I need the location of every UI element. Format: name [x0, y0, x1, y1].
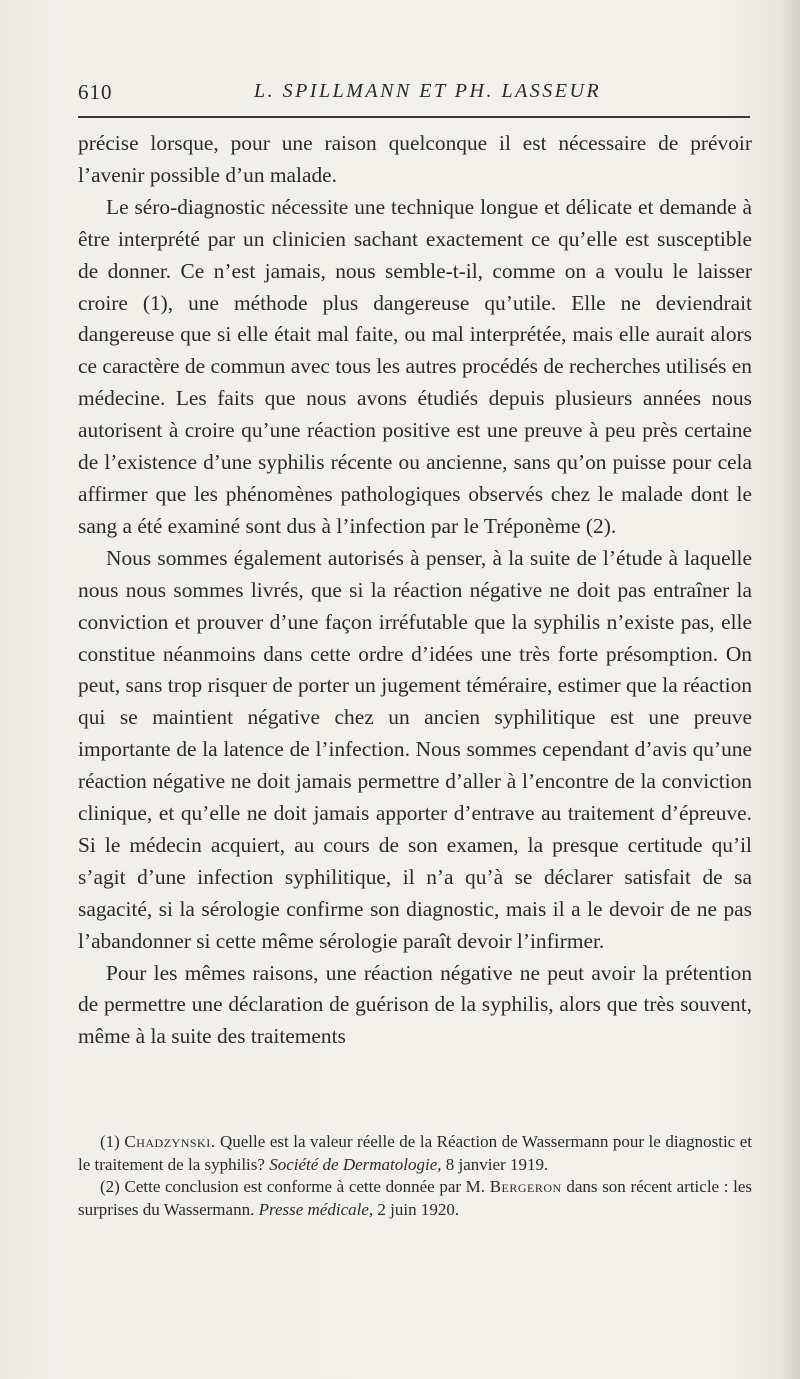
footnote-2-text-b: dans son récent article : les surprises du Wassermann. [78, 1177, 753, 1219]
footnote-1-mark: (1) [100, 1132, 120, 1151]
footnote-2-text-a: Cette conclusion est conforme à cette donnée par M. [124, 1177, 486, 1197]
page-number: 610 [78, 80, 113, 104]
footnote-1-journal: Société de Dermatologie, [269, 1154, 442, 1174]
page-edge-shadow [778, 0, 800, 1379]
paragraph-serodiagnostic: Le séro-diagnostic nécessite une technique longue et délicate et demande à être interprété par un clinicien sachant exactement ce qu’elle est susceptible de donner. Ce n’est jamais, nous semble-t-il, comme on a voulu le laisser croire (1), une méthode plus dangereuse qu’utile. Elle ne deviendrait dangereuse que si elle était mal faite, ou mal interprétée, mais elle aurait alors ce caractère de commun avec tous les autres procédés de recherches utilisés en médecine. Les faits que nous avons étudiés depuis plusieurs années nous autorisent à croire qu’une réaction positive est une preuve à peu près certaine de l’existence d’une syphilis récente ou ancienne, sans qu’on puisse pour cela affirmer que les phénomènes pathologiques observés chez le malade dont le sang a été examiné sont dus à l’infection par le Tréponème (2). [78, 194, 752, 538]
paragraph-negative-reaction: Nous sommes également autorisés à penser, à la suite de l’étude à laquelle nous nous sommes livrés, que si la réaction négative ne doit pas entraîner la conviction et prouver d’une façon irréfutable que la syphilis n’existe pas, elle constitue néanmoins dans cette ordre d’idées une très forte présomption. On peut, sans trop risquer de porter un jugement téméraire, estimer que la réaction qui se maintient négative chez un ancien syphilitique est une preuve importante de la latence de l’infection. Nous sommes cependant d’avis qu’une réaction négative ne doit jamais permettre d’aller à l’encontre de la conviction clinique, et qu’elle ne doit jamais apporter d’entrave au traitement d’épreuve. Si le médecin acquiert, au cours de son examen, la presque certitude qu’il s’agit d’une infection syphilitique, il n’a qu’à se déclarer satisfait de sa sagacité, si la sérologie confirme son diagnostic, mais il a le devoir de ne pas l’abandonner si cette même sérologie paraît devoir l’infirmer. [78, 545, 752, 953]
page-header [78, 78, 750, 108]
footnotes [78, 1131, 752, 1221]
footnote-2 [78, 1176, 752, 1221]
footnote-2-date: 2 juin 1920. [377, 1199, 460, 1219]
footnote-1 [78, 1131, 752, 1176]
footnote-2-journal: Presse médicale, [258, 1199, 374, 1219]
paragraph-cure-declaration: Pour les mêmes raisons, une réaction négative ne peut avoir la prétention de permettre une déclaration de guérison de la syphilis, alors que très souvent, même à la suite des traitements [78, 960, 752, 1049]
footnote-2-mark: (2) [100, 1177, 120, 1197]
footnote-2-author: Bergeron [489, 1177, 562, 1197]
header-rule [78, 116, 750, 118]
footnote-1-text: Quelle est la valeur réelle de la Réaction de Wassermann pour le diagnostic et le traitement de la syphilis? [78, 1132, 753, 1174]
body-text [78, 128, 752, 1053]
paragraph-continuation: précise lorsque, pour une raison quelconque il est nécessaire de prévoir l’avenir possible d’un malade. [78, 131, 752, 187]
running-title: L. SPILLMANN ET PH. LASSEUR [254, 80, 602, 102]
footnote-1-author: Chadzynski. [124, 1132, 216, 1151]
footnote-1-date: 8 janvier 1919. [445, 1154, 549, 1174]
